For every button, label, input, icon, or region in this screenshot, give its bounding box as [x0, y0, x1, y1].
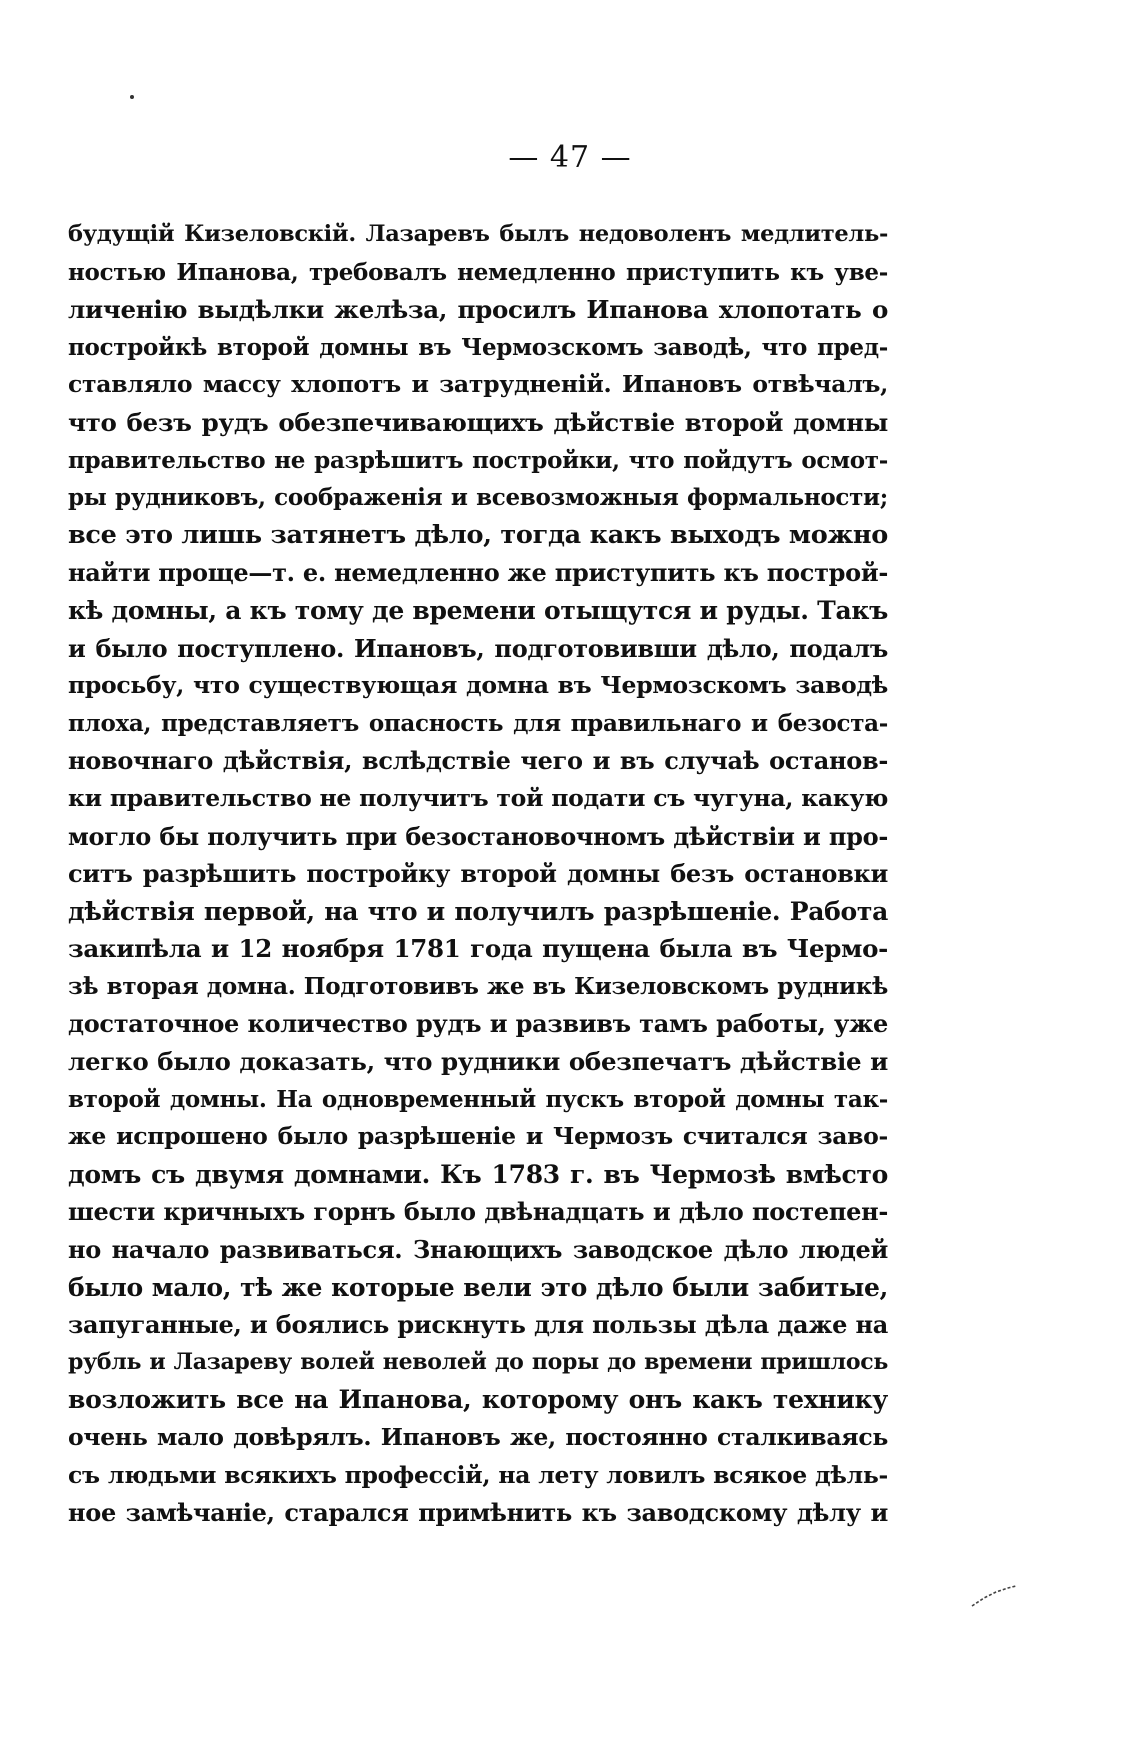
text-line: ное замѣчаніе, старался примѣнить къ заводскому дѣлу и	[68, 1498, 888, 1528]
text-line: дѣйствія первой, на что и получилъ разрѣшеніе. Работа	[68, 896, 888, 926]
text-line: шести кричныхъ горнъ было двѣнадцать и дѣло постепен-	[68, 1197, 888, 1227]
pencil-mark	[970, 1580, 1020, 1610]
page-number: — 47 —	[508, 140, 632, 175]
text-line: ситъ разрѣшить постройку второй домны безъ остановки	[68, 859, 888, 889]
text-line: правительство не разрѣшитъ постройки, что пойдутъ осмот-	[68, 446, 888, 474]
text-line: и было поступлено. Ипановъ, подготовивши дѣло, подалъ	[68, 633, 888, 663]
text-line: второй домны. На одновременный пускъ второй домны так-	[68, 1085, 888, 1113]
text-line: постройкѣ второй домны въ Чермозскомъ заводѣ, что пред-	[68, 333, 888, 361]
text-line: ки правительство не получитъ той подати съ чугуна, какую	[68, 783, 888, 812]
text-line: запуганные, и боялись рискнуть для пользы дѣла даже на	[68, 1310, 888, 1340]
text-line: но начало развиваться. Знающихъ заводское дѣло людей	[68, 1235, 888, 1265]
text-line: возложить все на Ипанова, которому онъ какъ технику	[68, 1385, 888, 1415]
text-line: будущій Кизеловскій. Лазаревъ былъ недоволенъ медлитель-	[68, 221, 888, 247]
text-line: рубль и Лазареву волей неволей до поры до времени пришлось	[68, 1348, 888, 1375]
text-line: закипѣла и 12 ноября 1781 года пущена была въ Чермо-	[68, 934, 888, 964]
text-line: плоха, представляетъ опасность для правильнаго и безоста-	[68, 709, 888, 737]
text-line: ностью Ипанова, требовалъ немедленно приступить къ уве-	[68, 258, 888, 286]
text-line: новочнаго дѣйствія, вслѣдствіе чего и въ случаѣ останов-	[68, 746, 888, 776]
text-line: достаточное количество рудъ и развивъ тамъ работы, уже	[68, 1009, 888, 1039]
text-line: было мало, тѣ же которые вели это дѣло были забитые,	[68, 1272, 888, 1302]
text-line: ры рудниковъ, соображенія и всевозможныя формальности;	[68, 484, 888, 512]
text-line: просьбу, что существующая домна въ Чермозскомъ заводѣ	[68, 671, 888, 700]
text-line: съ людьми всякихъ профессій, на лету ловилъ всякое дѣль-	[68, 1460, 888, 1489]
text-line: что безъ рудъ обезпечивающихъ дѣйствіе второй домны	[68, 407, 888, 437]
text-line: же испрошено было разрѣшеніе и Чермозъ считался заво-	[68, 1122, 888, 1151]
text-line: личенію выдѣлки желѣза, просилъ Ипанова хлопотать о	[68, 295, 888, 325]
text-line: легко было доказать, что рудники обезпечатъ дѣйствіе и	[68, 1047, 888, 1077]
text-line: все это лишь затянетъ дѣло, тогда какъ выходъ можно	[68, 519, 888, 550]
text-line: кѣ домны, а къ тому де времени отыщутся и руды. Такъ	[68, 595, 888, 625]
ink-speck	[130, 95, 134, 99]
text-line: ставляло массу хлопотъ и затрудненій. Ипановъ отвѣчалъ,	[68, 370, 888, 399]
text-line: домъ съ двумя домнами. Къ 1783 г. въ Чермозѣ вмѣсто	[68, 1159, 888, 1189]
text-line: могло бы получить при безостановочномъ дѣйствіи и про-	[68, 821, 888, 851]
body-text	[68, 216, 888, 1532]
text-line: зѣ вторая домна. Подготовивъ же въ Кизеловскомъ рудникѣ	[68, 972, 888, 1000]
text-line: найти проще—т. е. немедленно же приступить къ построй-	[68, 558, 888, 588]
text-line: очень мало довѣрялъ. Ипановъ же, постоянно сталкиваясь	[68, 1423, 888, 1451]
